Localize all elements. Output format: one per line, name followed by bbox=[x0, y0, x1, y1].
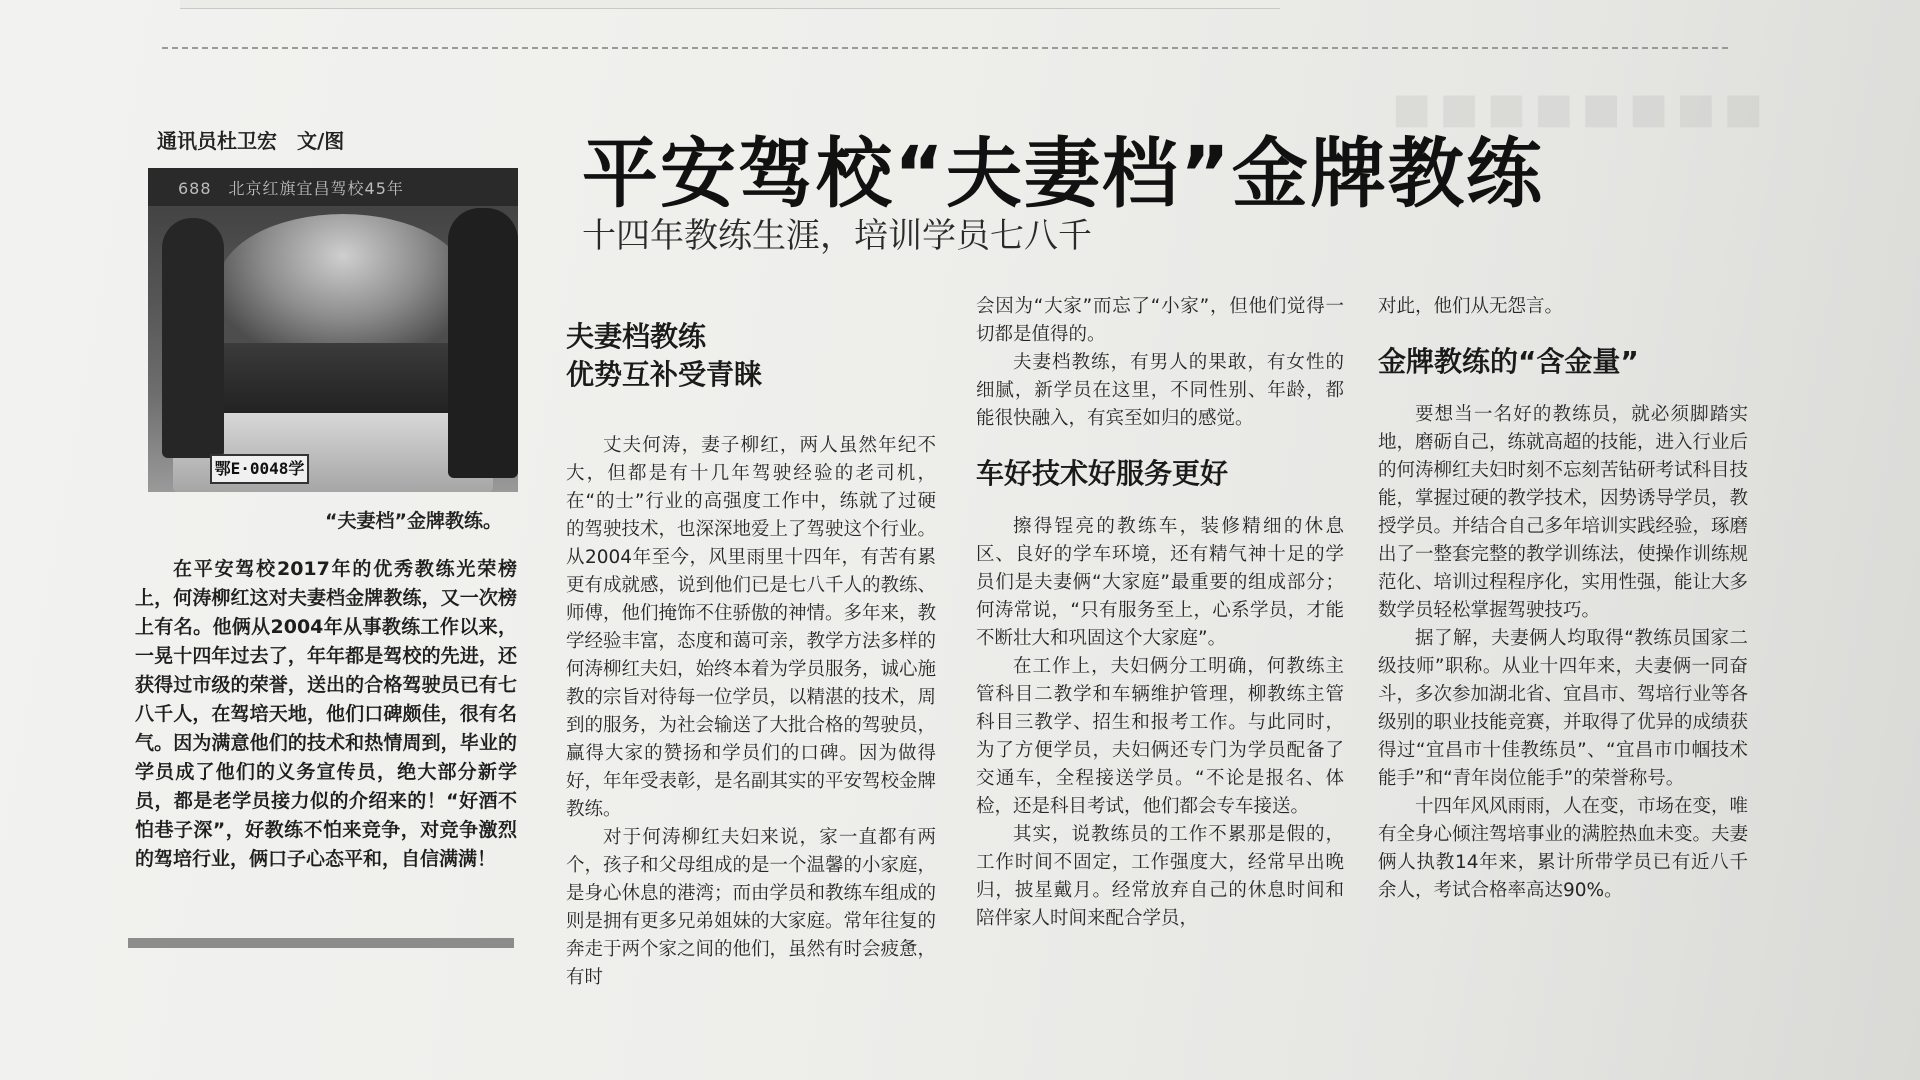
article-column-3 bbox=[1378, 293, 1748, 905]
paragraph: 擦得锃亮的教练车，装修精细的休息区、良好的学车环境，还有精气神十足的学员们是夫妻俩“大家庭”最重要的组成部分；何涛常说，“只有服务至上，心系学员，才能不断壮大和巩固这个大家庭”。 bbox=[976, 516, 1344, 649]
section-heading-3: 金牌教练的“含金量” bbox=[1378, 345, 1639, 378]
article-column-1 bbox=[566, 318, 936, 992]
photo-banner-text: 688 北京红旗宜昌驾校45年 bbox=[178, 179, 404, 198]
article-photo bbox=[148, 168, 518, 492]
car-engine bbox=[208, 343, 458, 413]
photo-caption: “夫妻档”金牌教练。 bbox=[325, 510, 502, 532]
byline: 通讯员杜卫宏 文/图 bbox=[157, 129, 345, 153]
sidebar-paragraph: 在平安驾校2017年的优秀教练光荣榜上，何涛柳红这对夫妻档金牌教练，又一次榜上有名。他俩从2004年从事教练工作以来，一晃十四年过去了，年年都是驾校的先进，还获得过市级的荣誉，送出的合格驾驶员已有七八千人，在驾培天地，他们口碑颇佳，很有名气。因为满意他们的技术和热情周到，毕业的学员成了他们的义务宣传员，绝大部分新学员，都是老学员接力似的介绍来的！“好酒不怕巷子深”，好教练不怕来竞争，对竞争激烈的驾培行业，俩口子心态平和，自信满满！ bbox=[135, 558, 517, 870]
section-heading-1 bbox=[566, 318, 936, 394]
car-hood bbox=[218, 214, 468, 354]
paragraph: 据了解，夫妻俩人均取得“教练员国家二级技师”职称。从业十四年来，夫妻俩一同奋斗，多次参加湖北省、宜昌市、驾培行业等各级别的职业技能竞赛，并取得了优异的成绩获得过“宜昌市十佳教练员”、“宜昌市巾帼技术能手”和“青年岗位能手”的荣誉称号。 bbox=[1378, 628, 1749, 789]
sidebar-bottom-rule bbox=[128, 938, 514, 948]
paragraph: 夫妻档教练，有男人的果敢，有女性的细腻，新学员在这里，不同性别、年龄，都能很快融入，有宾至如归的感觉。 bbox=[976, 352, 1344, 429]
paragraph: 其实，说教练员的工作不累那是假的，工作时间不固定，工作强度大，经常早出晚归，披星戴月。经常放弃自己的休息时间和陪伴家人时间来配合学员， bbox=[976, 824, 1344, 929]
paragraph: 要想当一名好的教练员，就必须脚踏实地，磨砺自己，练就高超的技能，进入行业后的何涛柳红夫妇时刻不忘刻苦钻研考试科目技能，掌握过硬的教学技术，因势诱导学员，教授学员。并结合自己多年培训实践经验，琢磨出了一整套完整的教学训练法，使操作训练规范化、培训过程程序化，实用性强，能让大多数学员轻松掌握驾驶技巧。 bbox=[1378, 404, 1749, 621]
subheadline: 十四年教练生涯，培训学员七八千 bbox=[582, 216, 1092, 256]
section-heading-1-line2: 优势互补受青睐 bbox=[566, 358, 763, 391]
paragraph: 对于何涛柳红夫妇来说，家一直都有两个，孩子和父母组成的是一个温馨的小家庭，是身心休息的港湾；而由学员和教练车组成的则是拥有更多兄弟姐妹的大家庭。常年往复的奔走于两个家之间的他们，虽然有时会疲惫，有时 bbox=[566, 827, 937, 988]
section-heading-1-line1: 夫妻档教练 bbox=[566, 320, 707, 353]
person-left bbox=[162, 218, 224, 458]
sidebar-column bbox=[135, 555, 517, 874]
dashed-divider bbox=[162, 47, 1728, 49]
license-plate: 鄂E·0048学 bbox=[210, 454, 309, 484]
section-heading-2: 车好技术好服务更好 bbox=[976, 457, 1229, 490]
paragraph-continued: 会因为“大家”而忘了“小家”，但他们觉得一切都是值得的。 bbox=[976, 296, 1344, 345]
paragraph-continued: 对此，他们从无怨言。 bbox=[1378, 296, 1564, 317]
headline: 平安驾校“夫妻档”金牌教练 bbox=[582, 129, 1544, 218]
photo-banner bbox=[148, 168, 518, 206]
person-right bbox=[448, 208, 518, 478]
paragraph: 在工作上，夫妇俩分工明确，何教练主管科目二教学和车辆维护管理，柳教练主管科目三教学、招生和报考工作。与此同时，为了方便学员，夫妇俩还专门为学员配备了交通车，全程接送学员。“不论是报名、体检，还是科目考试，他们都会专车接送。 bbox=[976, 656, 1344, 817]
paragraph: 十四年风风雨雨，人在变，市场在变，唯有全身心倾注驾培事业的满腔热血未变。夫妻俩人执教14年来，累计所带学员已有近八千余人，考试合格率高达90%。 bbox=[1378, 796, 1749, 901]
paragraph: 丈夫何涛，妻子柳红，两人虽然年纪不大，但都是有十几年驾驶经验的老司机，在“的士”行业的高强度工作中，练就了过硬的驾驶技术，也深深地爱上了驾驶这个行业。从2004年至今，风里雨里十四年，有苦有累更有成就感，说到他们已是七八千人的教练、师傅，他们掩饰不住骄傲的神情。多年来，教学经验丰富，态度和蔼可亲，教学方法多样的何涛柳红夫妇，始终本着为学员服务，诚心施教的宗旨对待每一位学员，以精湛的技术，周到的服务，为社会输送了大批合格的驾驶员，赢得大家的赞扬和学员们的口碑。因为做得好，年年受表彰，是名副其实的平安驾校金牌教练。 bbox=[566, 435, 937, 820]
show-through-print: ▪▪▪▪▪▪▪▪ bbox=[1390, 70, 1769, 144]
previous-page-edge bbox=[180, 0, 1280, 9]
article-column-2 bbox=[976, 293, 1344, 933]
